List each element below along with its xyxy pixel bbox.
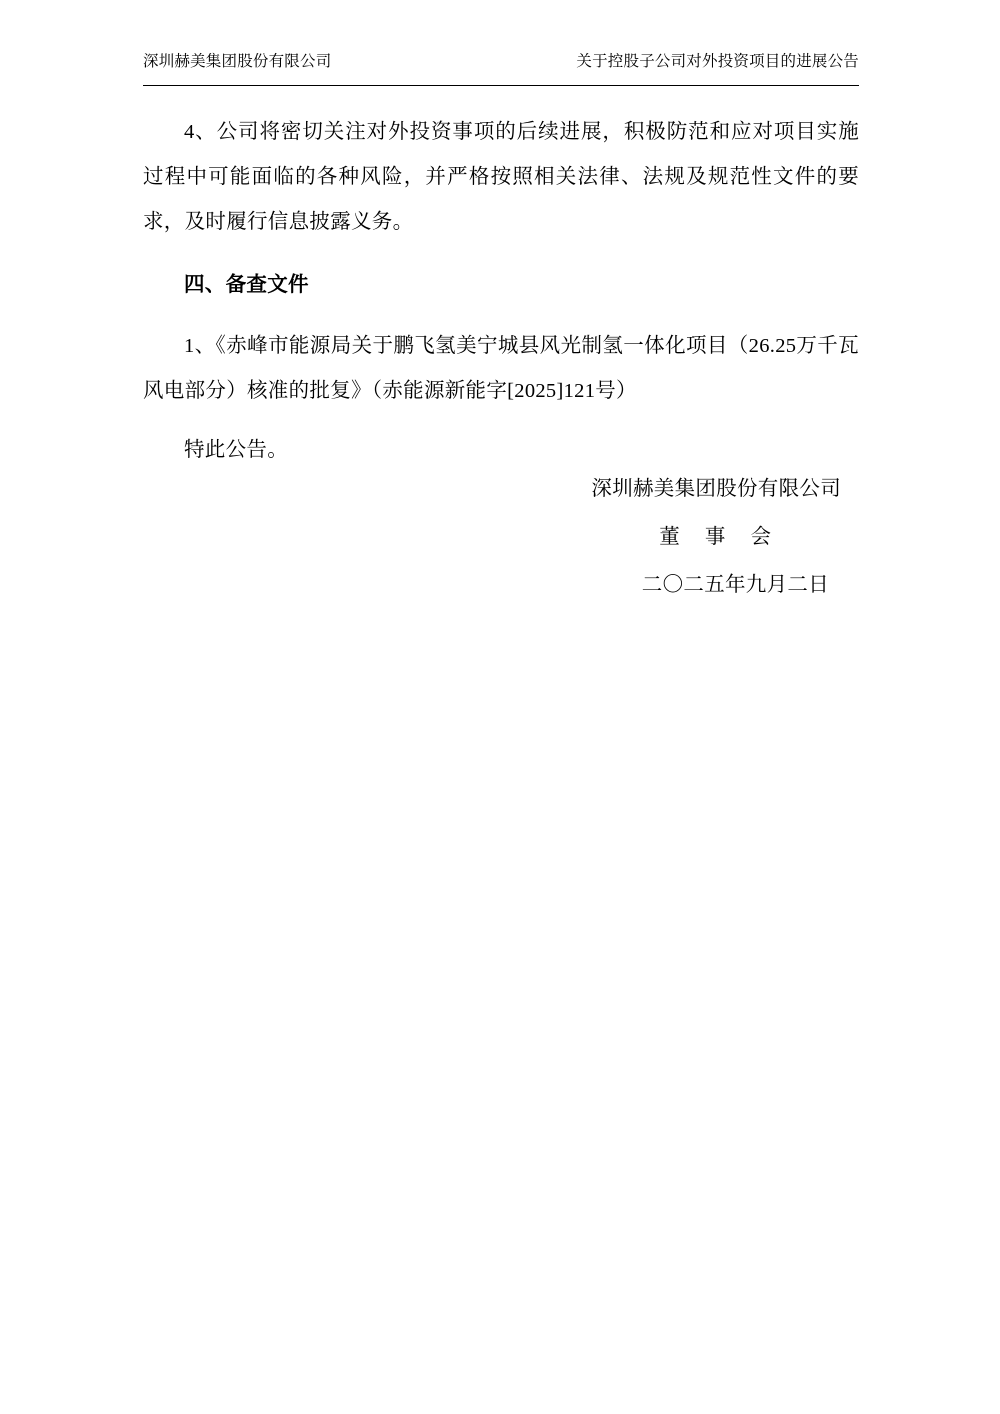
signature-company: 深圳赫美集团股份有限公司: [591, 478, 841, 500]
reference-item-1: 1、《赤峰市能源局关于鹏飞氢美宁城县风光制氢一体化项目（26.25万千瓦风电部分）核准的批复》（赤能源新能字[2025]121号）: [143, 335, 859, 402]
signature-board: 董 事 会: [659, 526, 781, 548]
paragraph-item-4: 4、公司将密切关注对外投资事项的后续进展，积极防范和应对项目实施过程中可能面临的各种风险，并严格按照相关法律、法规及规范性文件的要求，及时履行信息披露义务。: [143, 121, 859, 233]
header-divider: [143, 85, 859, 86]
signature-block: [143, 465, 859, 609]
header-document-title: 关于控股子公司对外投资项目的进展公告: [576, 53, 859, 70]
header-company-name: 深圳赫美集团股份有限公司: [143, 53, 332, 70]
signature-date: 二〇二五年九月二日: [641, 574, 829, 596]
section-heading-four: 四、备查文件: [184, 274, 309, 296]
document-body: [143, 110, 859, 473]
page-header: [143, 52, 859, 72]
closing-notice: 特此公告。: [184, 439, 288, 461]
